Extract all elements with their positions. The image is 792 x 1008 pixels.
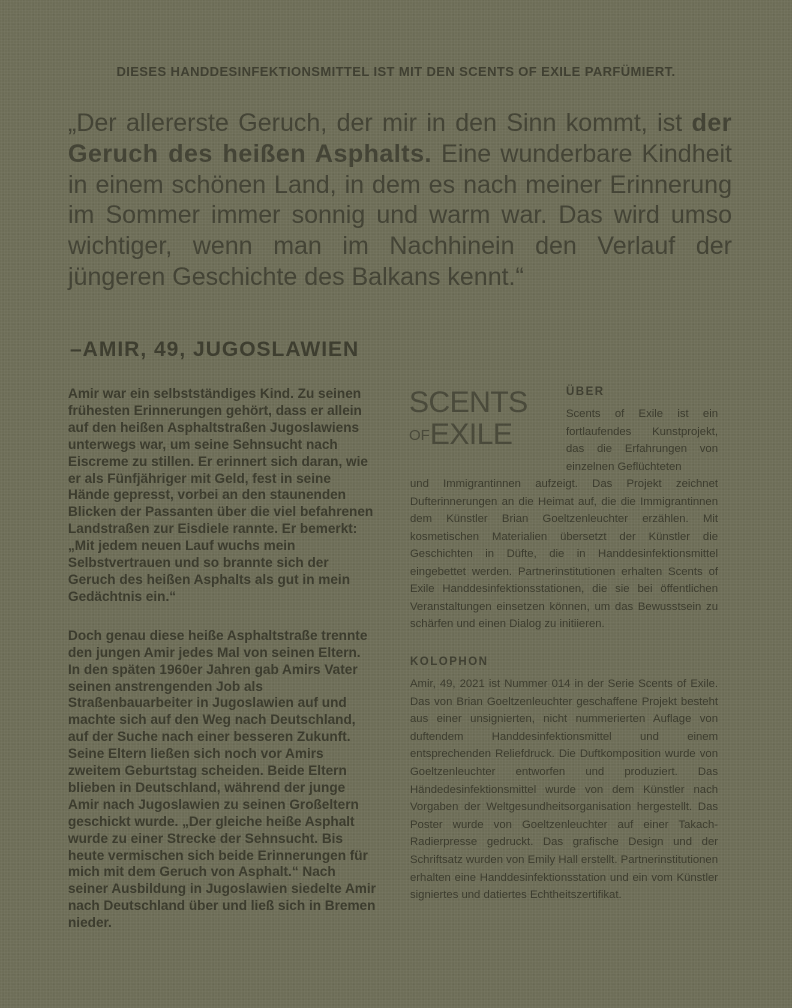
logo-line-of-exile [409, 418, 539, 457]
story-column [68, 386, 376, 954]
colophon-heading: KOLOPHON [410, 656, 489, 668]
story-paragraph-2: Doch genau diese heiße Asphaltstraße trennte den jungen Amir jedes Mal von seinen Eltern. In den späten 1960er Jahren gab Amirs Vater seinen anstrengenden Job als Straßenbauarbeiter in Jugoslawien auf und machte sich auf den Weg nach Deutschland, auf der Suche nach einer besseren Zukunft. Seine Eltern ließen sich noch vor Amirs zweitem Geburtstag scheiden. Beide Eltern blieben in Deutschland, während der junge Amir nach Jugoslawien zu seinen Großeltern geschickt wurde. „Der gleiche heiße Asphalt wurde zu einer Strecke der Sehnsucht. Bis heute vermischen sich beide Erinnerungen für mich mit dem Geruch von Asphalt.“ Nach seiner Ausbildung in Jugoslawien siedelte Amir nach Deutschland über und ließ sich in Bremen nieder. [68, 627, 376, 931]
logo-line-scents: SCENTS [409, 386, 528, 419]
quote-attribution: –AMIR, 49, JUGOSLAWIEN [70, 338, 360, 361]
headline: DIESES HANDDESINFEKTIONSMITTEL IST MIT DEN SCENTS OF EXILE PARFÜMIERT. [116, 64, 676, 79]
pull-quote [68, 108, 732, 293]
logo-exile: EXILE [429, 418, 513, 451]
quote-emphasis: der Geruch des heißen Asphalts. [68, 109, 732, 168]
quote-part-2: Eine wunderbare Kindheit in einem schönen Land, in dem es nach meiner Erinnerung im Sommer immer sonnig und warm war. Das wird umso wichtiger, wenn man im Nachhinein den Verlauf der jüngeren Geschichte des Balkans kennt.“ [68, 139, 733, 291]
about-text-top: Scents of Exile ist ein fortlaufendes Kunstprojekt, das die Erfahrungen von einzelnen Geflüchteten [566, 408, 718, 473]
about-heading: ÜBER [566, 386, 605, 398]
colophon-text: Amir, 49, 2021 ist Nummer 014 in der Serie Scents of Exile. Das von Brian Goeltzenleuchter geschaffene Projekt besteht aus einer unsignierten, nicht nummerierten Auflage von duftendem Handdesinfektionsmittel und einem entsprechenden Reliefdruck. Die Duftkomposition wurde von Goeltzenleuchter entworfen und produziert. Das Händedesinfektionsmittel wurde von dem Künstler nach Vorgaben der Weltgesundheitsorganisation hergestellt. Das Poster wurde von Goeltzenleuchter auf einer Takach-Radierpresse gedruckt. Das grafische Design und der Schriftsatz wurden von Emily Hall erstellt. Partnerinstitutionen erhalten eine Handdesinfektionsstation und ein vom Künstler signiertes und datiertes Echtheitszertifikat. [410, 678, 718, 902]
story-paragraph-1: Amir war ein selbstständiges Kind. Zu seinen frühesten Erinnerungen gehört, dass er allein auf den heißen Asphaltstraßen Jugoslawiens unterwegs war, um seine Sehnsucht nach Eiscreme zu stillen. Er erinnert sich daran, wie er als Fünfjähriger mit Geld, fest in seine Hände gepresst, vorbei an den staunenden Blicken der Passanten über die viel befahrenen Landstraßen zur Eisdiele rannte. Er bemerkt: „Mit jedem neuen Lauf wuchs mein Selbstvertrauen und so brannte sich der Geruch des heißen Asphalts als gut in mein Gedächtnis ein.“ [68, 386, 374, 604]
scents-of-exile-logo [409, 386, 539, 457]
about-text-rest: und Immigrantinnen aufzeigt. Das Projekt zeichnet Dufterinnerungen an die Heimat auf, die die Immigrantinnen dem Künstler Brian Goeltzenleuchter erzählen. Mit kosmetischen Materialien übersetzt der Künstler die Geschichten in Düfte, die in Handdesinfektionsmittel eingebettet werden. Partnerinstitutionen erhalten Scents of Exile Handdesinfektionsstationen, die sie bei öffentlichen Veranstaltungen einsetzen können, um das Bewusstsein zu schärfen und einen Dialog zu initiieren. [410, 478, 718, 630]
quote-part-1: „Der allererste Geruch, der mir in den Sinn kommt, ist [68, 109, 692, 137]
logo-of: OF [409, 427, 430, 444]
